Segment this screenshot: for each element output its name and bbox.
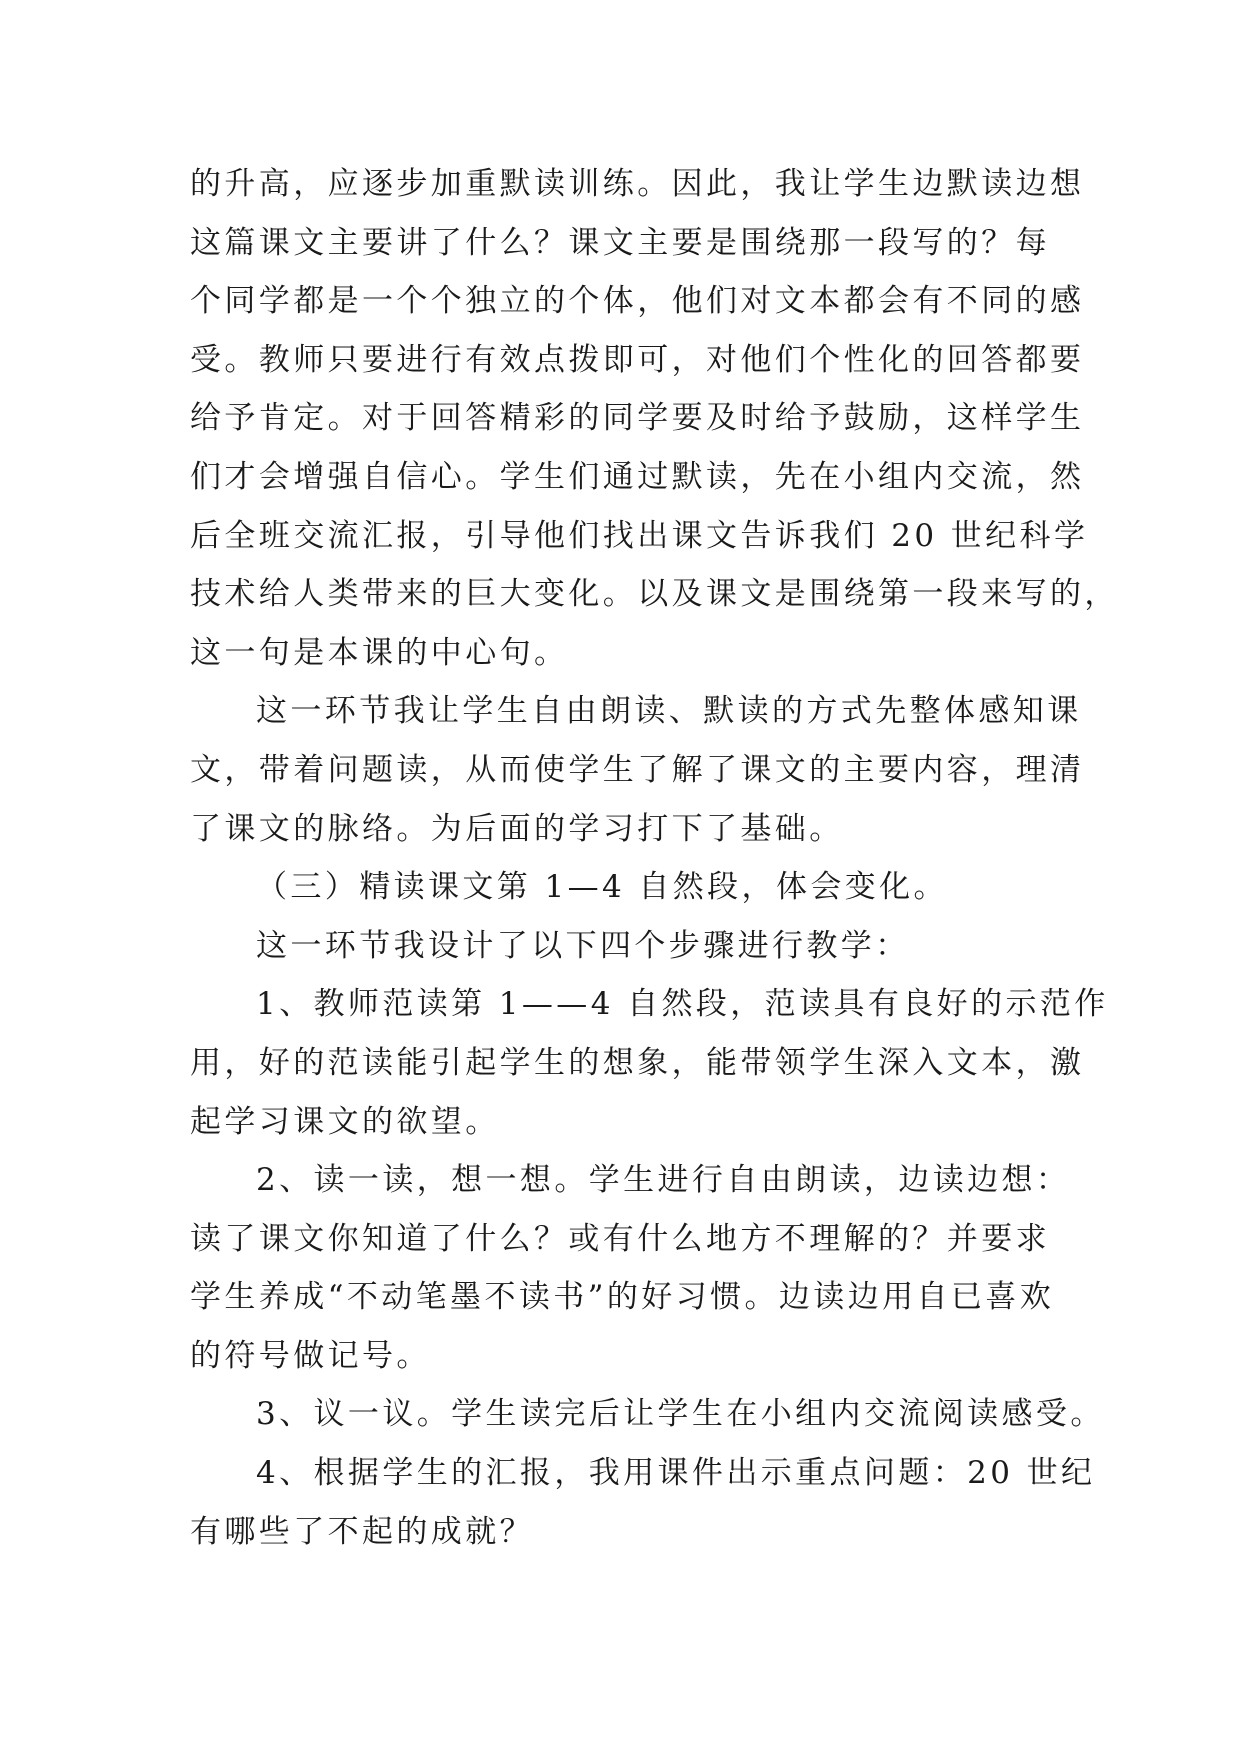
step-4 bbox=[190, 1444, 1096, 1561]
paragraph-1 bbox=[190, 155, 1119, 682]
text-line: 这篇课文主要讲了什么？课文主要是围绕那一段写的？每 bbox=[190, 224, 1050, 261]
step-3 bbox=[190, 1385, 1105, 1444]
text-line: 技术给人类带来的巨大变化。以及课文是围绕第一段来写的， bbox=[190, 576, 1119, 613]
text-line: 的升高，应逐步加重默读训练。因此，我让学生边默读边想 bbox=[190, 166, 1085, 202]
text-line: （三）精读课文第 1—4 自然段，体会变化。 bbox=[256, 869, 948, 906]
text-line: 有哪些了不起的成就？ bbox=[190, 1513, 534, 1550]
text-line: 起学习课文的欲望。 bbox=[190, 1103, 500, 1140]
text-line: 读了课文你知道了什么？或有什么地方不理解的？并要求 bbox=[190, 1220, 1050, 1257]
text-line: 用，好的范读能引起学生的想象，能带领学生深入文本，激 bbox=[190, 1044, 1085, 1081]
step-2 bbox=[190, 1151, 1071, 1385]
text-line: 受。教师只要进行有效点拨即可，对他们个性化的回答都要 bbox=[190, 341, 1085, 378]
step-1 bbox=[190, 975, 1109, 1151]
text-line: 3、议一议。学生读完后让学生在小组内交流阅读感受。 bbox=[256, 1396, 1105, 1433]
document-body bbox=[190, 155, 1119, 1561]
text-line: 这一环节我设计了以下四个步骤进行教学： bbox=[256, 927, 910, 964]
text-line: 学生养成“不动笔墨不读书”的好习惯。边读边用自已喜欢 bbox=[190, 1279, 1055, 1316]
section-heading bbox=[190, 858, 1060, 917]
text-line: 的符号做记号。 bbox=[190, 1337, 431, 1374]
text-line: 给予肯定。对于回答精彩的同学要及时给予鼓励，这样学生 bbox=[190, 400, 1085, 437]
text-line: 后全班交流汇报，引导他们找出课文告诉我们 20 世纪科学 bbox=[190, 517, 1089, 554]
text-line: 们才会增强自信心。学生们通过默读，先在小组内交流，然 bbox=[190, 458, 1085, 495]
text-line: 这一句是本课的中心句。 bbox=[190, 634, 569, 671]
text-line: 4、根据学生的汇报，我用课件出示重点问题：20 世纪 bbox=[256, 1455, 1096, 1492]
text-line: 这一环节我让学生自由朗读、默读的方式先整体感知课 bbox=[256, 693, 1082, 730]
text-line: 2、读一读，想一想。学生进行自由朗读，边读边想： bbox=[256, 1162, 1071, 1199]
paragraph-2 bbox=[190, 682, 1085, 858]
text-line: 个同学都是一个个独立的个体，他们对文本都会有不同的感 bbox=[190, 283, 1085, 320]
paragraph-3 bbox=[190, 917, 1060, 976]
text-line: 了课文的脉络。为后面的学习打下了基础。 bbox=[190, 810, 844, 847]
text-line: 1、教师范读第 1——4 自然段，范读具有良好的示范作 bbox=[256, 986, 1109, 1023]
text-line: 文，带着问题读，从而使学生了解了课文的主要内容，理清 bbox=[190, 751, 1085, 788]
